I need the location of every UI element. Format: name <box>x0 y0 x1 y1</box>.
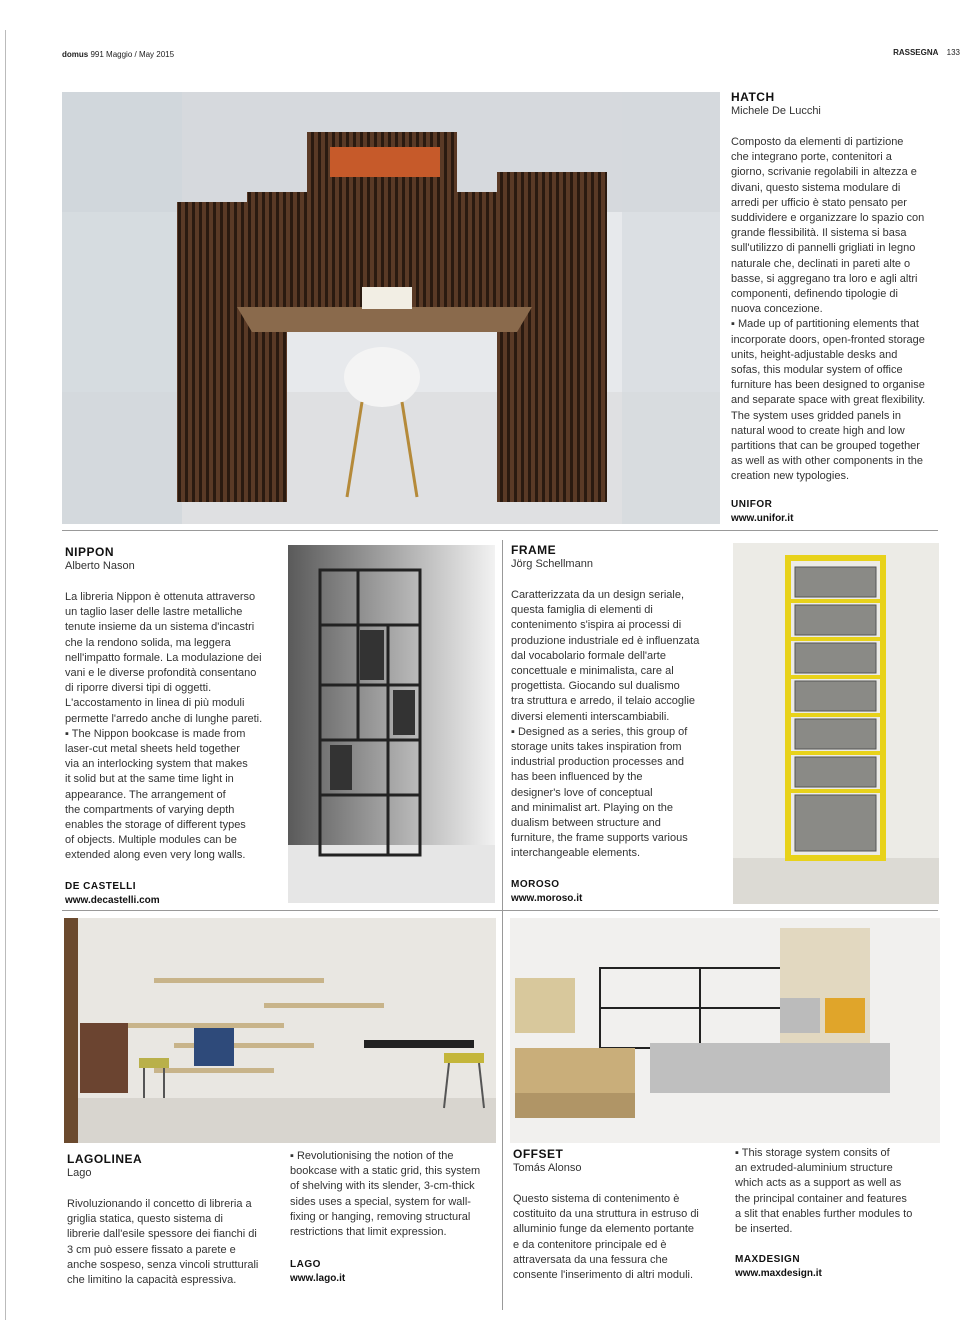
running-header-right <box>893 48 960 57</box>
lagolinea-text-it: Rivoluzionando il concetto di libreria a griglia statica, questo sistema di librerie dall'esile spessore dei fianchi di 3 cm può essere fissato a parete e anche sospeso, senza vincoli strutturali che limitino la capacità espressiva. <box>67 1198 259 1287</box>
lagolinea-url[interactable]: www.lago.it <box>290 1273 346 1285</box>
hatch-title: HATCH <box>731 90 775 104</box>
offset-title: OFFSET <box>513 1147 564 1161</box>
offset-author: Tomás Alonso <box>513 1162 582 1174</box>
offset-photo <box>510 918 940 1143</box>
frame-article <box>511 543 726 904</box>
hatch-photo <box>62 92 720 524</box>
nippon-brand: DE CASTELLI <box>65 880 137 892</box>
rule-middle-vertical <box>502 540 503 1310</box>
offset-text-it: Questo sistema di contenimento è costituito da una struttura in estruso di alluminio funge da elemento portante e da contenitore principale ed è attraversata da una fessura che consente l'inserimento di altri moduli. <box>513 1193 699 1282</box>
lagolinea-article <box>67 1152 287 1288</box>
hatch-url[interactable]: www.unifor.it <box>731 512 794 524</box>
lagolinea-brand: LAGO <box>290 1259 321 1271</box>
offset-article-en <box>735 1146 950 1279</box>
nippon-title: NIPPON <box>65 545 115 559</box>
magazine-name: domus <box>62 50 89 59</box>
lagolinea-article-en <box>290 1149 500 1284</box>
nippon-url[interactable]: www.decastelli.com <box>65 894 160 906</box>
hatch-brand: UNIFOR <box>731 498 773 510</box>
hatch-text-it: Composto da elementi di partizione che integrano porte, contenitori a giorno, scrivanie regolabili in altezza e divani, questo sistema modulare di arredi per ufficio è stato pensato per suddividere e organizzare lo spazio con grande flessibilità. Il sistema si basa sull'utilizzo di pannelli grigliati in legno naturale che, declinati in pareti alte o basse, si aggregano tra loro e agli altri componenti, definendo tipologie di nuova concezione. <box>731 136 925 316</box>
offset-text-en: ▪ This storage system consits of an extruded-aluminium structure which acts as a support as well as the principal container and features a slit that enables further modules to be inserted. <box>735 1147 913 1236</box>
hatch-article <box>731 90 963 524</box>
nippon-text: La libreria Nippon è ottenuta attraverso un taglio laser delle lastre metalliche tenute insieme da un sistema d'incastri che la rendono solida, ma leggera nell'impatto formale. La modulazione dei vani e le diverse profondità consentano di riporre diversi tipi di oggetti. L'accostamento in linea di più moduli permette l'arredo anche di lunghe pareti. ▪ The Nippon bookcase is made from laser-cut metal sheets held together via an interlocking system that makes it solid but at the same time light in appearance. The arrangement of the compartments of varying depth enables the storage of different types of objects. Multiple modules can be extended along even very long walls. <box>65 591 263 862</box>
frame-title: FRAME <box>511 543 557 557</box>
running-header-left <box>62 50 174 59</box>
issue-label: 991 Maggio / May 2015 <box>90 50 175 59</box>
page-number: 133 <box>946 48 960 57</box>
frame-url[interactable]: www.moroso.it <box>511 892 583 904</box>
frame-photo <box>733 543 939 904</box>
frame-brand: MOROSO <box>511 878 560 890</box>
hatch-author: Michele De Lucchi <box>731 105 821 117</box>
nippon-author: Alberto Nason <box>65 560 135 572</box>
lagolinea-title: LAGOLINEA <box>67 1152 143 1166</box>
frame-author: Jörg Schellmann <box>511 558 593 570</box>
lagolinea-photo <box>64 918 496 1143</box>
frame-text: Caratterizzata da un design seriale, questa famiglia di elementi di contenimento s'ispira ai processi di produzione industriale ed è influenzata dal vocabolario formale dell'arte concettuale e minimalista, care al progettista. Giocando sul dualismo tra struttura e arredo, il telaio accoglie diversi elementi interscambiabili. ▪ Designed as a series, this group of storage units takes inspiration from industrial production processes and has been influenced by the designer's love of conceptual and minimalist art. Playing on the dualism between structure and furniture, the frame supports various interchangeable elements. <box>511 589 700 860</box>
section-label: RASSEGNA <box>893 48 939 57</box>
page-margin-line <box>5 30 6 1320</box>
hatch-text-en: ▪ Made up of partitioning elements that incorporate doors, open-fronted storage units, height-adjustable desks and sofas, this modular system of office furniture has been designed to organise and separate space with great flexibility. The system uses gridded panels in natural wood to create high and low partitions that can be grouped together as well as with other components in the creation new typologies. <box>731 318 926 483</box>
rule-row2-bottom <box>62 910 938 911</box>
lagolinea-author: Lago <box>67 1167 92 1179</box>
offset-brand: MAXDESIGN <box>735 1254 801 1266</box>
nippon-article <box>65 545 285 906</box>
offset-article <box>513 1147 728 1283</box>
rule-hatch-bottom <box>62 530 938 531</box>
offset-url[interactable]: www.maxdesign.it <box>735 1268 822 1280</box>
nippon-photo <box>288 545 495 903</box>
lagolinea-text-en: ▪ Revolutionising the notion of the bookcase with a static grid, this system of shelving with its slender, 3-cm-thick sides uses a special, system for wall- fixing or hanging, removing structural restrictions that limit expression. <box>290 1150 481 1239</box>
